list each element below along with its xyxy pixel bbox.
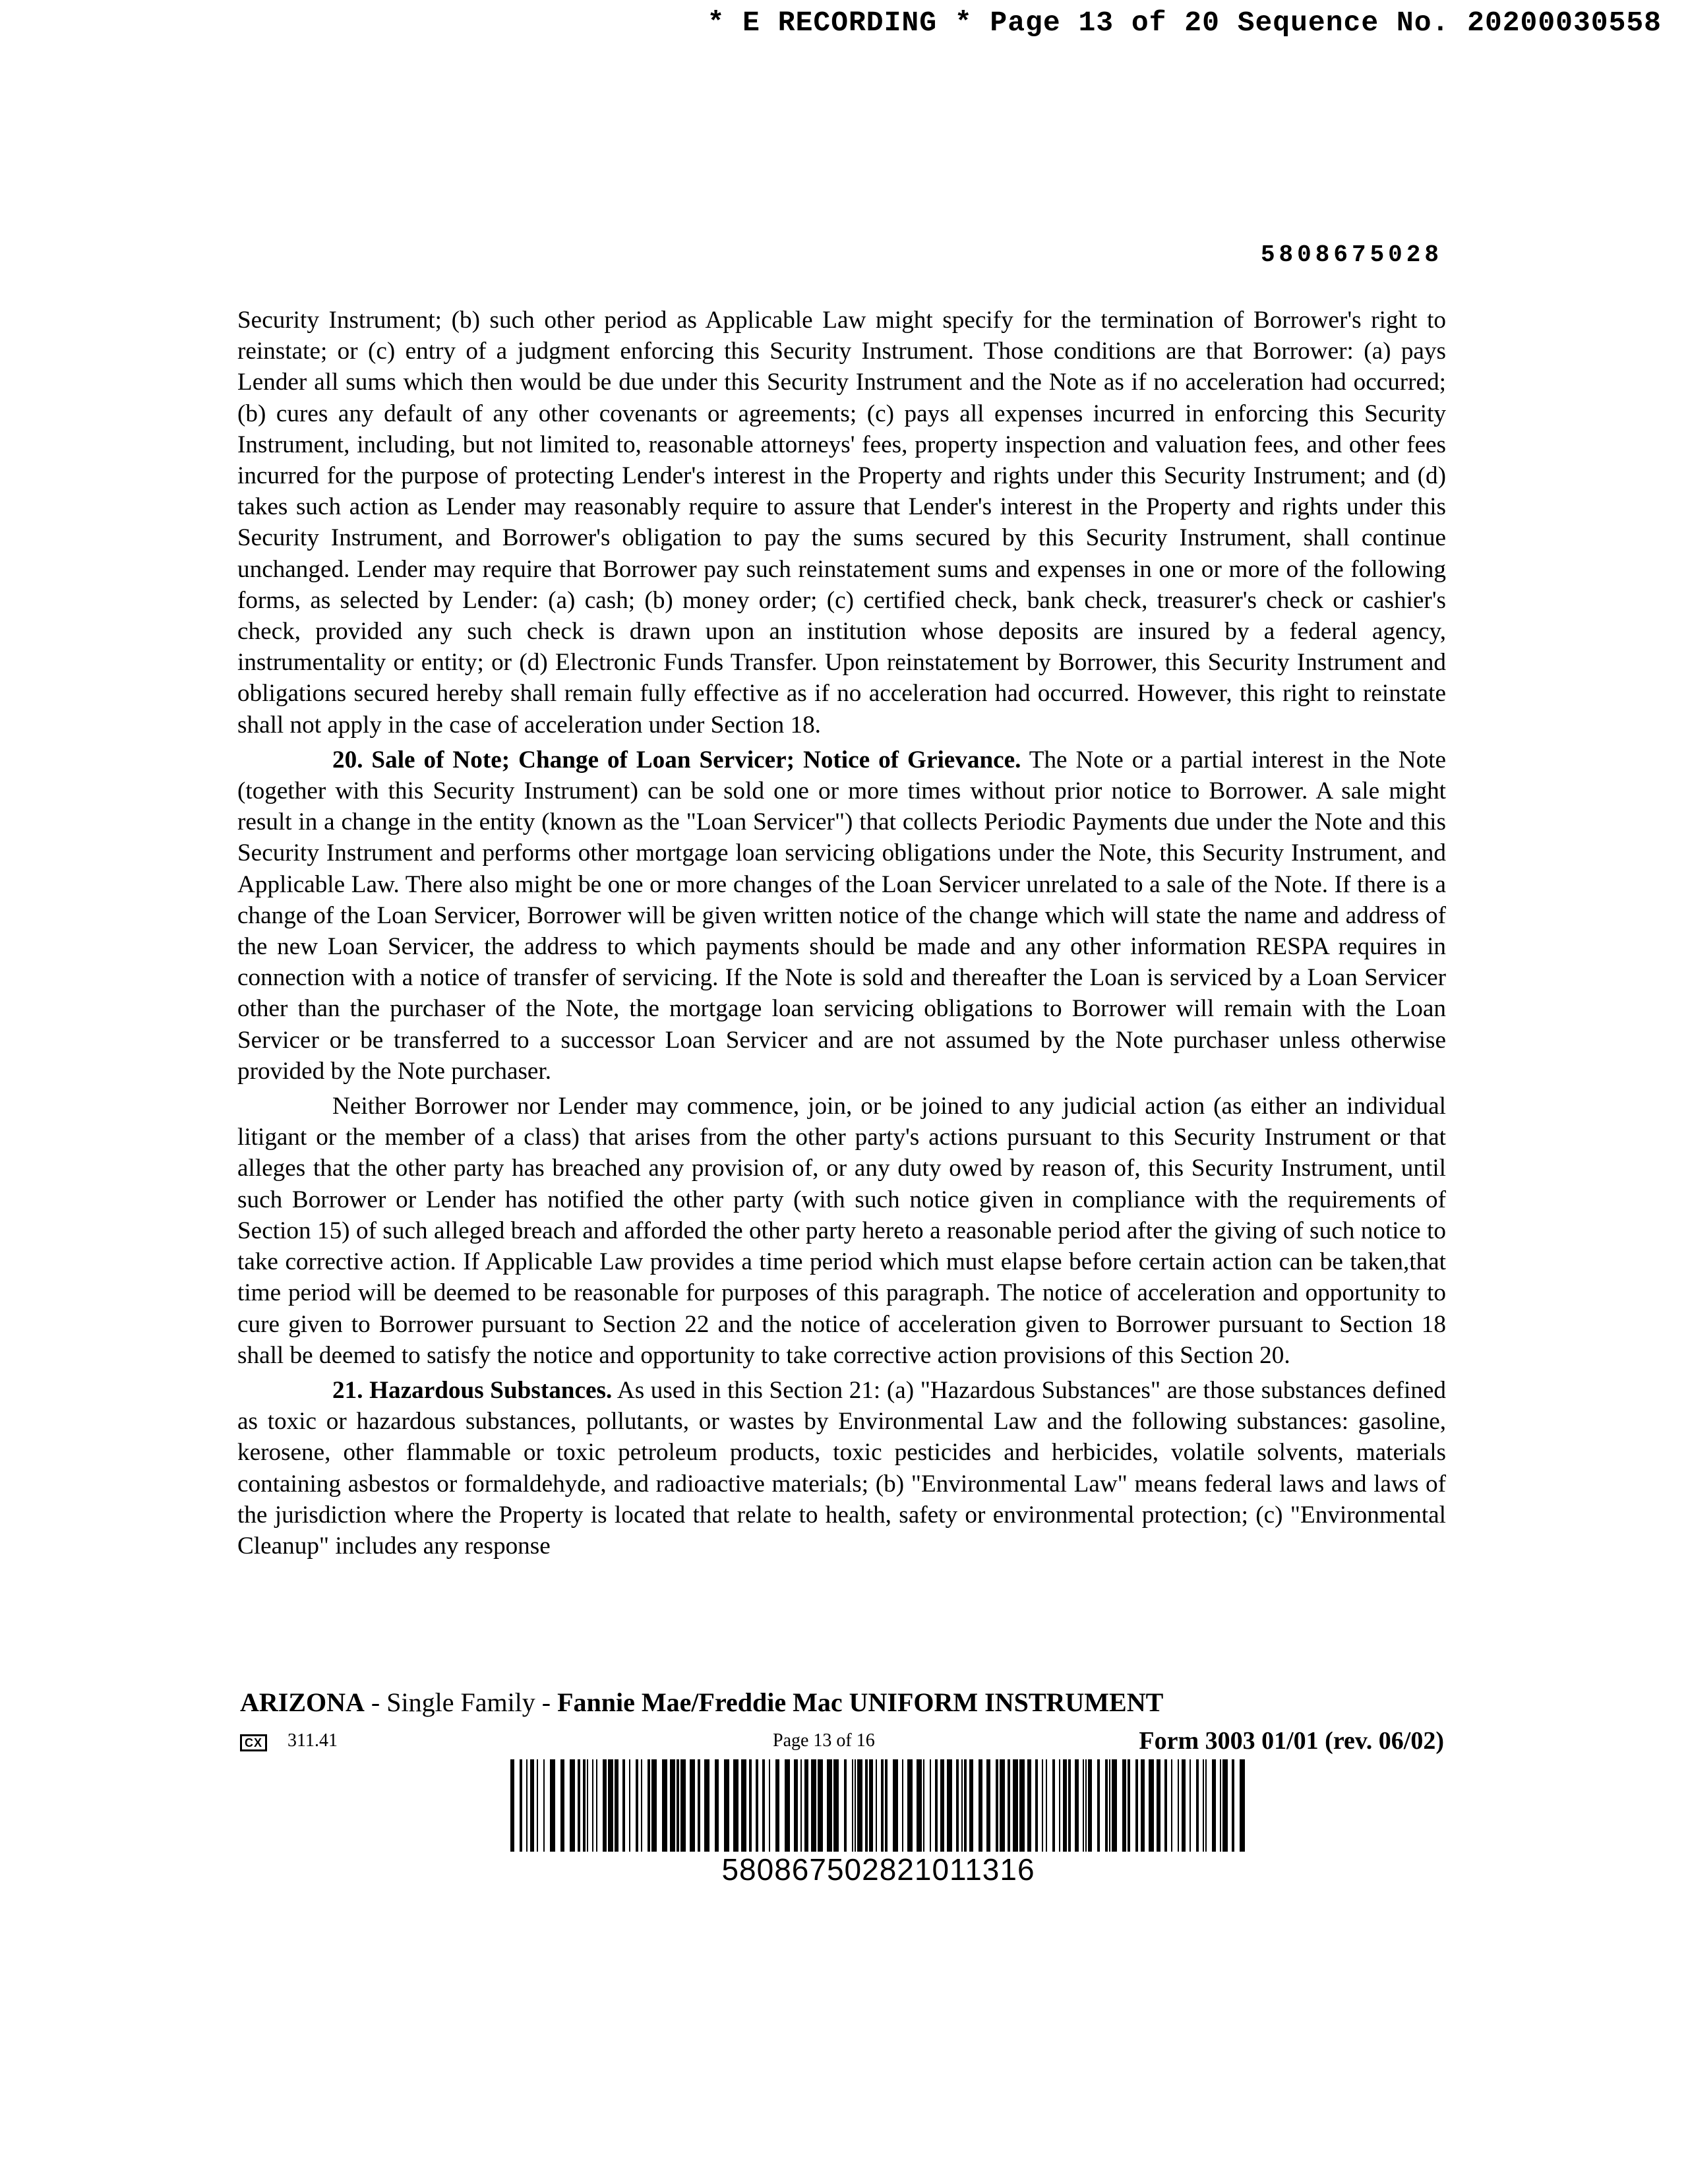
barcode-bar (662, 1759, 667, 1852)
barcode-bar (785, 1759, 790, 1852)
barcode-bar (1075, 1759, 1079, 1852)
barcode-bar (827, 1759, 832, 1852)
section-20-heading: 20. Sale of Note; Change of Loan Servicer; Notice of Grievance. (332, 746, 1021, 774)
barcode-bar (756, 1759, 758, 1852)
barcode-bar (724, 1759, 729, 1852)
barcode-bar (1164, 1759, 1167, 1852)
barcode-bar (907, 1759, 913, 1852)
barcode-bar (917, 1759, 922, 1852)
barcode-bar (603, 1759, 607, 1852)
barcode-bar (636, 1759, 638, 1852)
barcode-bar (749, 1759, 752, 1852)
barcode-bar (1122, 1759, 1126, 1852)
barcode-bar (596, 1759, 597, 1852)
barcode-bar (961, 1759, 963, 1852)
barcode-bar (855, 1759, 856, 1852)
barcode-bar (520, 1759, 522, 1852)
page-number: Page 13 of 16 (773, 1730, 875, 1751)
barcode-bar (560, 1759, 564, 1852)
barcode-bar (670, 1759, 675, 1852)
barcode-bar (1128, 1759, 1130, 1852)
barcode-bar (677, 1759, 679, 1852)
barcode-bar (947, 1759, 952, 1852)
barcode-bar (1088, 1759, 1092, 1852)
barcode-bar (1042, 1759, 1043, 1852)
barcode-bar (902, 1759, 903, 1852)
barcode-bar (622, 1759, 625, 1852)
form-revision: Form 3003 01/01 (rev. 06/02) (1139, 1727, 1444, 1755)
barcode-bar (1171, 1759, 1172, 1852)
barcode-bar (1000, 1759, 1005, 1852)
barcode-bar (818, 1759, 823, 1852)
barcode-bar (964, 1759, 967, 1852)
barcode-bar (1135, 1759, 1138, 1852)
footer-title (240, 1687, 1163, 1718)
barcode-bar (794, 1759, 798, 1852)
barcode-bar (587, 1759, 588, 1852)
barcode-bar (1222, 1759, 1228, 1852)
barcode-bar (1109, 1759, 1110, 1852)
barcode-bar (578, 1759, 580, 1852)
barcode-bar (969, 1759, 973, 1852)
barcode-bar (1190, 1759, 1191, 1852)
barcode-bar (804, 1759, 808, 1852)
barcode-bar (769, 1759, 770, 1852)
barcode-bar (592, 1759, 593, 1852)
barcode-bar (1068, 1759, 1071, 1852)
barcode-bar (1019, 1759, 1025, 1852)
barcode-bar (986, 1759, 990, 1852)
barcode-bar (1105, 1759, 1108, 1852)
barcode-bar (1027, 1759, 1031, 1852)
barcode-bar (550, 1759, 555, 1852)
barcode-bar (1205, 1759, 1207, 1852)
document-body (237, 305, 1446, 1565)
barcode-bar (869, 1759, 873, 1852)
barcode-bar (1240, 1759, 1245, 1852)
barcode-bar (741, 1759, 746, 1852)
form-code: 311.41 (287, 1730, 338, 1751)
recording-header: * E RECORDING * Page 13 of 20 Sequence No. 20200030558 (707, 7, 1662, 39)
barcode-bar (648, 1759, 650, 1852)
footer-state: ARIZONA (240, 1687, 365, 1717)
paragraph-judicial-action: Neither Borrower nor Lender may commence, join, or be joined to any judicial action (as either an individual litigant or the member of a class) that arises from the other party's actions pursuant to this Security Instrument or that alleges that the other party has breached any provision of, or any duty owed by reason of, this Security Instrument, until such Borrower or Lender has notified the other party (with such notice given in compliance with the requirements of Section 15) of such alleged breach and afforded the other party hereto a reasonable period after the giving of such notice to take corrective action. If Applicable Law provides a time period which must elapse before certain action can be taken,that time period will be deemed to be reasonable for purposes of this paragraph. The notice of acceleration and opportunity to cure given to Borrower pursuant to Section 22 and the notice of acceleration given to Borrower pursuant to Section 18 shall be deemed to satisfy the notice and opportunity to take corrective action provisions of this Section 20. (237, 1093, 1446, 1369)
section-20 (237, 744, 1446, 1087)
barcode-bar (583, 1759, 586, 1852)
barcode-bar (704, 1759, 709, 1852)
barcode-number: 580867502821011316 (721, 1852, 1035, 1887)
barcode-bar (865, 1759, 868, 1852)
barcode-bar (979, 1759, 982, 1852)
footer-form-row (240, 1726, 1444, 1758)
barcode-bar (940, 1759, 944, 1852)
barcode-bar (852, 1759, 853, 1852)
barcode-bar (844, 1759, 847, 1852)
barcode-bar (570, 1759, 575, 1852)
barcode-bar (1157, 1759, 1160, 1852)
barcode-bar (1232, 1759, 1234, 1852)
barcode-bar (956, 1759, 959, 1852)
barcode-bar (1196, 1759, 1199, 1852)
barcode-bar (930, 1759, 931, 1852)
barcode-bar (543, 1759, 545, 1852)
barcode-bar (690, 1759, 695, 1852)
barcode-bar (680, 1759, 686, 1852)
barcode-bar (1008, 1759, 1010, 1852)
barcode-bar (1083, 1759, 1084, 1852)
barcode-bar (733, 1759, 738, 1852)
barcode-bar (1178, 1759, 1179, 1852)
barcode-bar (800, 1759, 802, 1852)
barcode-bar (1220, 1759, 1221, 1852)
barcode-bar (1052, 1759, 1055, 1852)
barcode-bar (857, 1759, 862, 1852)
barcode-bar (775, 1759, 779, 1852)
barcode-bar (510, 1759, 514, 1852)
barcode-bar (935, 1759, 938, 1852)
barcode-bar (1059, 1759, 1060, 1852)
barcode-bar (876, 1759, 877, 1852)
barcode-image (508, 1759, 1249, 1852)
barcode-bar (893, 1759, 898, 1852)
barcode-bar (1149, 1759, 1154, 1852)
barcode-bar (526, 1759, 528, 1852)
section-21-text: As used in this Section 21: (a) "Hazardous Substances" are those substances defined as toxic or hazardous substances, pollutants, or wastes by Environmental Law and the following substances: gasoline, kerosene, other flammable or toxic petroleum products, toxic pesticides and herbicides, volatile solvents, materials containing asbestos or formaldehyde, and radioactive materials; (b) "Environmental Law" means federal laws and laws of the jurisdiction where the Property is located that relate to health, safety or environmental protection; (c) "Environmental Cleanup" includes any response (237, 1376, 1446, 1560)
barcode-bar (811, 1759, 816, 1852)
barcode-bar (615, 1759, 618, 1852)
barcode-bar (608, 1759, 613, 1852)
section-21-heading: 21. Hazardous Substances. (332, 1376, 613, 1404)
loan-number: 5808675028 (1260, 241, 1443, 268)
barcode-bar (885, 1759, 888, 1852)
footer-instrument: Fannie Mae/Freddie Mac UNIFORM INSTRUMENT (557, 1687, 1164, 1717)
barcode-bar (698, 1759, 700, 1852)
barcode-bar (651, 1759, 657, 1852)
barcode-bar (1013, 1759, 1018, 1852)
form-logo-icon: CX (240, 1734, 267, 1751)
barcode-bar (881, 1759, 884, 1852)
barcode-bar (1112, 1759, 1117, 1852)
barcode-bar (1085, 1759, 1087, 1852)
barcode-bar (1063, 1759, 1067, 1852)
barcode-bar (1046, 1759, 1047, 1852)
barcode-bar (715, 1759, 719, 1852)
barcode-bar (537, 1759, 538, 1852)
barcode-bar (996, 1759, 998, 1852)
barcode-bar (923, 1759, 924, 1852)
paragraph-reinstatement: Security Instrument; (b) such other period as Applicable Law might specify for the termination of Borrower's right to reinstate; or (c) entry of a judgment enforcing this Security Instrument. Those conditions are that Borrower: (a) pays Lender all sums which then would be due under this Security Instrument and the Note as if no acceleration had occurred; (b) cures any default of any other covenants or agreements; (c) pays all expenses incurred in enforcing this Security Instrument, including, but not limited to, reasonable attorneys' fees, property inspection and valuation fees, and other fees incurred for the purpose of protecting Lender's interest in the Property and rights under this Security Instrument; and (d) takes such action as Lender may reasonably require to assure that Lender's interest in the Property and rights under this Security Instrument, and Borrower's obligation to pay the sums secured by this Security Instrument, shall continue unchanged. Lender may require that Borrower pay such reinstatement sums and expenses in one or more of the following forms, as selected by Lender: (a) cash; (b) money order; (c) certified check, bank check, treasurer's check or cashier's check, provided any such check is drawn upon an institution whose deposits are insured by a federal agency, instrumentality or entity; or (d) Electronic Funds Transfer. Upon reinstatement by Borrower, this Security Instrument and obligations secured hereby shall remain fully effective as if no acceleration had occurred. However, this right to reinstate shall not apply in the case of acceleration under Section 18. (237, 307, 1446, 739)
barcode-bar (1182, 1759, 1186, 1852)
barcode-bar (1035, 1759, 1038, 1852)
barcode-bar (762, 1759, 765, 1852)
barcode-bar (530, 1759, 534, 1852)
barcode-bar (833, 1759, 839, 1852)
barcode-bar (1097, 1759, 1100, 1852)
footer-separator: - Single Family - (364, 1687, 558, 1717)
barcode-bar (1203, 1759, 1204, 1852)
barcode-bar (641, 1759, 642, 1852)
barcode-bar (1141, 1759, 1145, 1852)
barcode-bar (1212, 1759, 1216, 1852)
section-20-text: The Note or a partial interest in the Note (together with this Security Instrument) can be sold one or more times without prior notice to Borrower. A sale might result in a change in the entity (known as the "Loan Servicer") that collects Periodic Payments due under the Note and this Security Instrument and performs other mortgage loan servicing obligations under the Note, this Security Instrument, and Applicable Law. There also might be one or more changes of the Loan Servicer unrelated to a sale of the Note. If there is a change of the Loan Servicer, Borrower will be given written notice of the change which will state the name and address of the new Loan Servicer, the address to which payments should be made and any other information RESPA requires in connection with a notice of transfer of servicing. If the Note is sold and thereafter the Loan is serviced by a Loan Servicer other than the purchaser of the Note, the mortgage loan servicing obligations to Borrower will remain with the Loan Servicer or be transferred to a successor Loan Servicer and are not assumed by the Note purchaser unless otherwise provided by the Note purchaser. (237, 746, 1446, 1085)
barcode-bar (629, 1759, 630, 1852)
section-21 (237, 1375, 1446, 1562)
